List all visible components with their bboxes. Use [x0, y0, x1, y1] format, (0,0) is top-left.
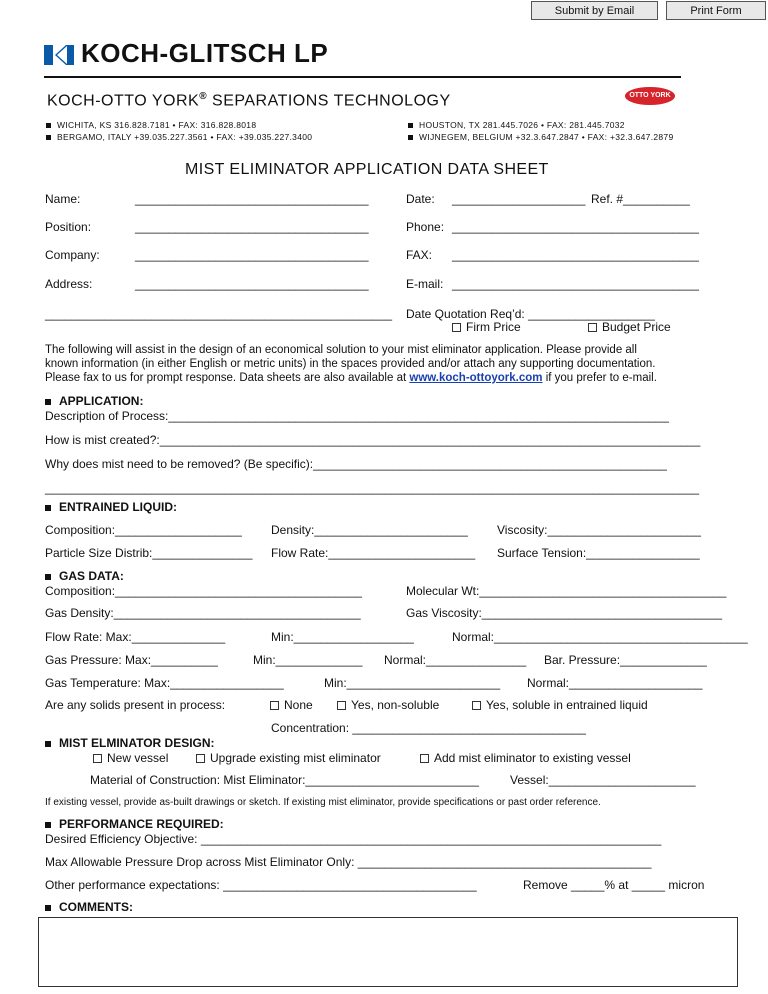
gas-composition-field[interactable]: Composition:_____________________________________ [45, 584, 362, 598]
application-heading-text: APPLICATION: [59, 394, 144, 408]
otto-york-logo: OTTO YORK [625, 87, 675, 105]
solids-non-soluble-label: Yes, non-soluble [351, 698, 440, 712]
application-heading [45, 394, 143, 408]
date-field[interactable]: ____________________ [452, 192, 586, 206]
address-wijnegem [408, 132, 673, 142]
process-description-field[interactable]: Description of Process:___________________________________________________________________________ [45, 409, 669, 423]
comments-textarea[interactable] [38, 917, 738, 987]
flow-rate-normal-field[interactable]: Normal:______________________________________ [452, 630, 748, 644]
solids-none-label: None [284, 698, 313, 712]
gas-temperature-max-field[interactable]: Gas Temperature: Max:_________________ [45, 676, 284, 690]
solids-soluble-checkbox[interactable] [472, 701, 481, 710]
firm-price-option[interactable] [452, 320, 521, 334]
budget-price-checkbox[interactable] [588, 323, 597, 332]
company-field[interactable]: ___________________________________ [135, 248, 369, 262]
website-link[interactable]: www.koch-ottoyork.com [409, 372, 543, 384]
solids-soluble-label: Yes, soluble in entrained liquid [486, 698, 648, 712]
intro-line-3-pre: Please fax to us for prompt response. Data sheets are also available at [45, 372, 410, 384]
address-label: Address: [45, 277, 93, 291]
firm-price-checkbox[interactable] [452, 323, 461, 332]
performance-heading [45, 817, 224, 831]
name-field[interactable]: ___________________________________ [135, 192, 369, 206]
gas-temperature-min-field[interactable]: Min:_______________________ [324, 676, 501, 690]
intro-line-3 [45, 372, 657, 384]
gas-data-heading [45, 569, 124, 583]
liquid-viscosity-field[interactable]: Viscosity:_______________________ [497, 523, 701, 537]
add-eliminator-label: Add mist eliminator to existing vessel [434, 751, 631, 765]
particle-size-field[interactable]: Particle Size Distrib:_______________ [45, 546, 253, 560]
gas-pressure-min-field[interactable]: Min:_____________ [253, 653, 363, 667]
efficiency-objective-field[interactable]: Desired Efficiency Objective: _____________________________________________________________________ [45, 832, 662, 846]
gas-temperature-normal-field[interactable]: Normal:____________________ [527, 676, 703, 690]
name-label: Name: [45, 192, 81, 206]
add-eliminator-checkbox[interactable] [420, 754, 429, 763]
liquid-density-field[interactable]: Density:_______________________ [271, 523, 468, 537]
intro-line-3-post: if you prefer to e-mail. [542, 372, 657, 384]
phone-label: Phone: [406, 220, 445, 234]
solids-non-soluble-option[interactable] [337, 698, 439, 712]
fax-field[interactable]: _____________________________________ [452, 248, 699, 262]
bar-pressure-field[interactable]: Bar. Pressure:_____________ [544, 653, 707, 667]
tagline-rest: SEPARATIONS TECHNOLOGY [207, 92, 451, 110]
company-name: KOCH-GLITSCH LP [81, 38, 329, 68]
concentration-field[interactable]: Concentration: ___________________________________ [271, 721, 586, 735]
surface-tension-field[interactable]: Surface Tension:_________________ [497, 546, 700, 560]
entrained-liquid-heading-text: ENTRAINED LIQUID: [59, 500, 177, 514]
molecular-weight-field[interactable]: Molecular Wt:_____________________________________ [406, 584, 727, 598]
address-field-2[interactable]: ____________________________________________________ [45, 307, 393, 321]
solids-question: Are any solids present in process: [45, 698, 226, 712]
flow-rate-max-field[interactable]: Flow Rate: Max:______________ [45, 630, 226, 644]
liquid-composition-field[interactable]: Composition:___________________ [45, 523, 242, 537]
page-title: MIST ELIMINATOR APPLICATION DATA SHEET [185, 161, 549, 178]
fax-label: FAX: [406, 248, 433, 262]
new-vessel-option[interactable] [93, 751, 168, 765]
design-heading [45, 736, 215, 750]
application-extra-field[interactable]: __________________________________________________________________________________________________ [45, 481, 700, 495]
address-bergamo-text: BERGAMO, ITALY +39.035.227.3561 • FAX: +39.035.227.3400 [57, 132, 313, 142]
address-field[interactable]: ___________________________________ [135, 277, 369, 291]
gas-viscosity-field[interactable]: Gas Viscosity:____________________________________ [406, 606, 723, 620]
registered-mark: ® [199, 91, 208, 102]
address-houston [408, 120, 625, 130]
header-divider [44, 76, 681, 78]
solids-non-soluble-checkbox[interactable] [337, 701, 346, 710]
gas-pressure-normal-field[interactable]: Normal:_______________ [384, 653, 527, 667]
add-eliminator-option[interactable] [420, 751, 631, 765]
mist-created-field[interactable]: How is mist created?:_________________________________________________________________________________ [45, 433, 701, 447]
address-wichita [46, 120, 256, 130]
design-heading-text: MIST ELMINATOR DESIGN: [59, 736, 215, 750]
tagline [47, 91, 451, 110]
comments-heading [45, 900, 133, 914]
address-bergamo [46, 132, 312, 142]
flow-rate-min-field[interactable]: Min:__________________ [271, 630, 414, 644]
gas-pressure-max-field[interactable]: Gas Pressure: Max:__________ [45, 653, 218, 667]
new-vessel-label: New vessel [107, 751, 169, 765]
mist-removal-reason-field[interactable]: Why does mist need to be removed? (Be specific):_____________________________________________________ [45, 457, 667, 471]
submit-by-email-button[interactable]: Submit by Email [531, 1, 658, 20]
date-label: Date: [406, 192, 435, 206]
upgrade-checkbox[interactable] [196, 754, 205, 763]
gas-data-heading-text: GAS DATA: [59, 569, 124, 583]
solids-soluble-option[interactable] [472, 698, 648, 712]
position-label: Position: [45, 220, 92, 234]
email-field[interactable]: _____________________________________ [452, 277, 699, 291]
print-form-button[interactable]: Print Form [666, 1, 766, 20]
email-label: E-mail: [406, 277, 444, 291]
intro-line-2: known information (in either English or metric units) in the spaces provided and/or attach any supporting documentation. [45, 358, 656, 370]
budget-price-option[interactable] [588, 320, 671, 334]
solids-none-option[interactable] [270, 698, 313, 712]
material-eliminator-field[interactable]: Material of Construction: Mist Eliminator:__________________________ [90, 773, 479, 787]
gas-density-field[interactable]: Gas Density:_____________________________________ [45, 606, 361, 620]
liquid-flow-rate-field[interactable]: Flow Rate:______________________ [271, 546, 476, 560]
entrained-liquid-heading [45, 500, 177, 514]
position-field[interactable]: ___________________________________ [135, 220, 369, 234]
upgrade-label: Upgrade existing mist eliminator [210, 751, 381, 765]
removal-field[interactable]: Remove _____% at _____ micron [523, 878, 705, 892]
design-note: If existing vessel, provide as-built drawings or sketch. If existing mist eliminator, provide specifications or past order reference. [45, 797, 601, 808]
koch-glitsch-logo-icon [44, 45, 74, 65]
quote-date-field[interactable]: Date Quotation Req’d: ___________________ [406, 307, 655, 321]
upgrade-option[interactable] [196, 751, 381, 765]
budget-price-label: Budget Price [602, 320, 671, 334]
address-wichita-text: WICHITA, KS 316.828.7181 • FAX: 316.828.8018 [57, 120, 257, 130]
address-houston-text: HOUSTON, TX 281.445.7026 • FAX: 281.445.7032 [419, 120, 625, 130]
tagline-brand: KOCH-OTTO YORK [47, 92, 200, 110]
other-expectations-field[interactable]: Other performance expectations: ______________________________________ [45, 878, 477, 892]
intro-line-1: The following will assist in the design of an economical solution to your mist eliminator application. Please provide all [45, 344, 637, 356]
comments-heading-text: COMMENTS: [59, 900, 133, 914]
solids-none-checkbox[interactable] [270, 701, 279, 710]
pressure-drop-field[interactable]: Max Allowable Pressure Drop across Mist Eliminator Only: ____________________________________________ [45, 855, 652, 869]
new-vessel-checkbox[interactable] [93, 754, 102, 763]
material-vessel-field[interactable]: Vessel:______________________ [510, 773, 696, 787]
performance-heading-text: PERFORMANCE REQUIRED: [59, 817, 224, 831]
ref-field[interactable]: Ref. #__________ [591, 192, 690, 206]
address-wijnegem-text: WIJNEGEM, BELGIUM +32.3.647.2847 • FAX: +32.3.647.2879 [419, 132, 674, 142]
phone-field[interactable]: _____________________________________ [452, 220, 699, 234]
company-label: Company: [45, 248, 100, 262]
firm-price-label: Firm Price [466, 320, 521, 334]
